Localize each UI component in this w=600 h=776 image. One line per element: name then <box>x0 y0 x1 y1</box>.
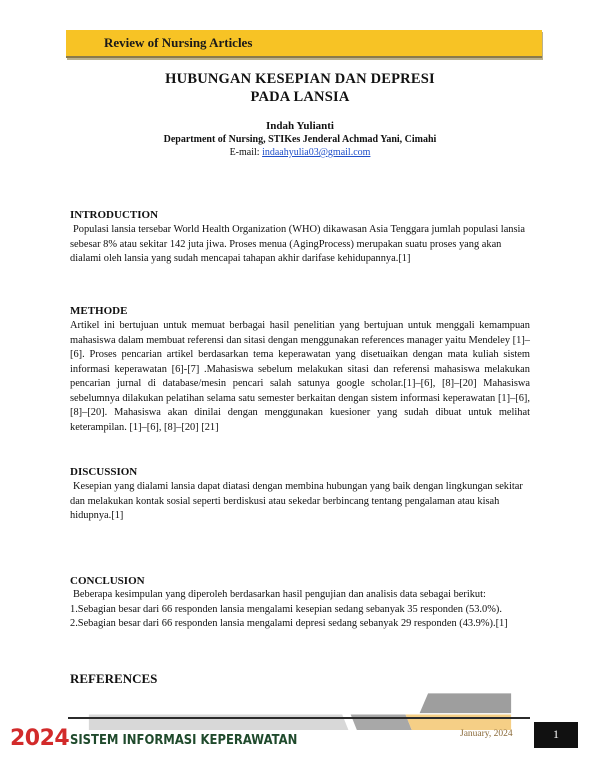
article-title-line-1: HUBUNGAN KESEPIAN DAN DEPRESI <box>165 71 435 87</box>
conclusion-text: Beberapa kesimpulan yang diperoleh berdasarkan hasil pengujian dan analisis data sebagai berikut: 1.Sebagian besar dari 66 responden lansia mengalami kesepian sedang sebanyak 35 responden (53.0%). 2.Sebagian besar dari 66 responden lansia mengalami depresi sedang sebanyak 29 responden (43.9%).[1] <box>70 589 508 629</box>
journal-section-label: Review of Nursing Articles <box>104 35 253 50</box>
author-email-link[interactable]: indaahyulia03@gmail.com <box>262 147 371 158</box>
conclusion-heading: CONCLUSION <box>70 575 145 587</box>
footer-year: 2024 <box>10 726 70 751</box>
footer-decoration <box>0 692 600 730</box>
discussion-heading: DISCUSSION <box>70 466 138 478</box>
footer-journal-name: SISTEM INFORMASI KEPERAWATAN <box>70 732 298 748</box>
methode-heading: METHODE <box>70 305 128 317</box>
methode-text: Artikel ini bertujuan untuk memuat berbagai hasil penelitian yang bertujuan untuk menggali kemampuan mahasiswa dalam membuat referensi dan sitasi dengan menggunakan references manager yaitu Mendeley [1]–[6]. Proses pencarian artikel berdasarkan tema keperawatan yang disetuaikan dengan mata kuliah sistem informasi keperawatan [6]-[7] .Mahasiswa sebelum melakukan sitasi dan referensi mahasiswa melakukan pencarian jurnal di database/mesin pencari salah satunya google scholar.[1]–[6], [8]–[20] Mahasiswa sebelumnya dilakukan pelatihan selama satu semester berkaitan dengan sistem informasi keperawatan [1]–[6], [8]–[20]. Mahasiswa akan dinilai dengan menggunakan kuesioner yang sudah dibuat untuk melihat keterampilan. [1]–[6], [8]–[20] [21] <box>70 320 530 433</box>
article-title-line-2: PADA LANSIA <box>250 89 350 105</box>
page-number: 1 <box>553 727 559 741</box>
introduction-heading: INTRODUCTION <box>70 209 159 221</box>
footer-date: January, 2024 <box>460 729 513 739</box>
email-label: E-mail: <box>229 147 260 158</box>
journal-header-banner <box>66 30 542 58</box>
article-title <box>0 70 600 106</box>
footer-divider <box>68 717 530 719</box>
references-heading: REFERENCES <box>70 671 158 686</box>
discussion-text: Kesepian yang dialami lansia dapat diatasi dengan membina hubungan yang baik dengan lingkungan sekitar dan melakukan kontak sosial seperti berdiskusi atau sekedar berbincang tentang pengalaman atau kisah hidupnya.[1] <box>70 481 523 521</box>
author-email-line <box>0 147 600 158</box>
page-number-box <box>534 722 578 748</box>
introduction-text: Populasi lansia tersebar World Health Organization (WHO) dikawasan Asia Tenggara jumlah populasi lansia sebesar 8% atau sekitar 142 juta jiwa. Proses menua (AgingProcess) merupakan suatu proses yang akan dialami oleh lansia yang sudah mencapai tahapan akhir darifase kehidupannya.[1] <box>70 224 526 264</box>
author-name: Indah Yulianti <box>266 120 334 132</box>
author-affiliation: Department of Nursing, STIKes Jenderal Achmad Yani, Cimahi <box>163 134 437 145</box>
